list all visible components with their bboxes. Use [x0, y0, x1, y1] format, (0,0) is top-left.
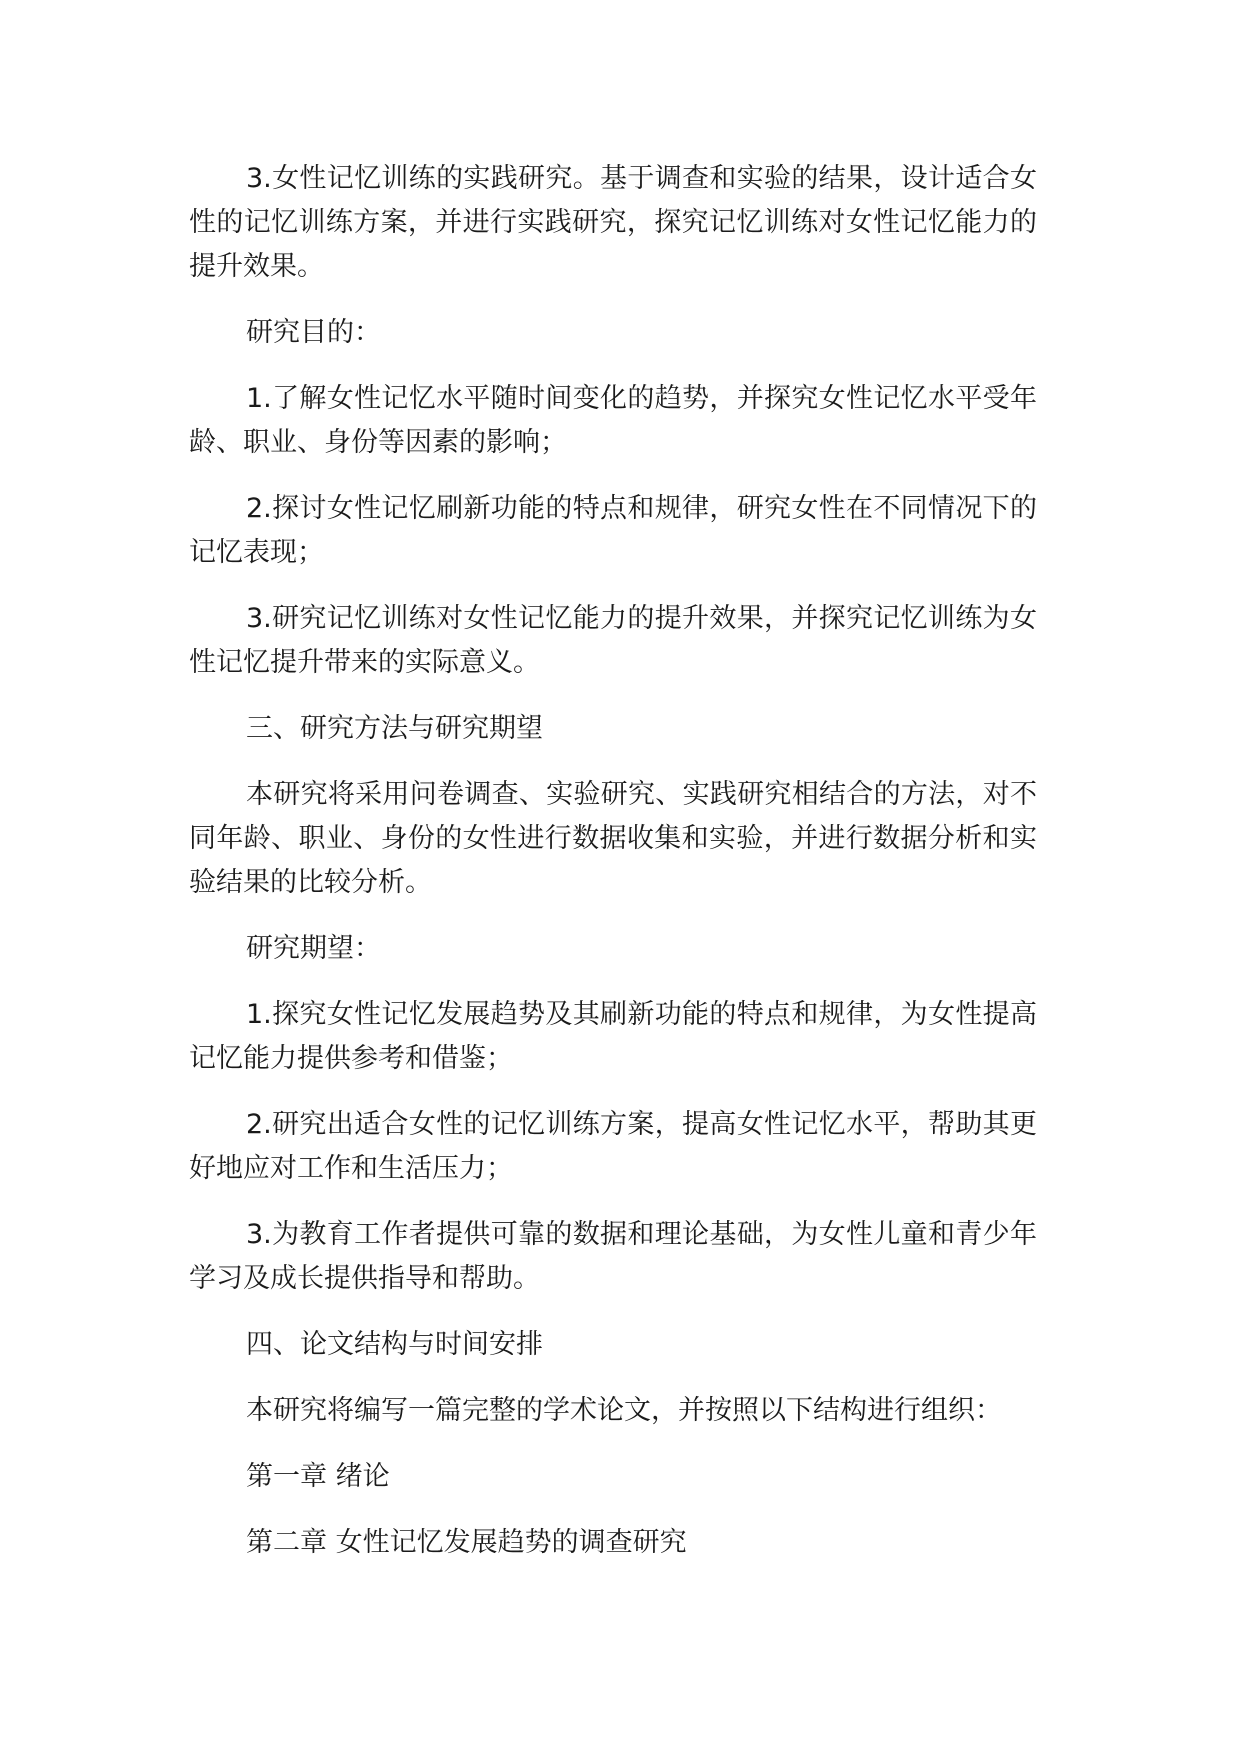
expectation-item-1: 1.探究女性记忆发展趋势及其刷新功能的特点和规律，为女性提高记忆能力提供参考和借鉴；: [189, 999, 1037, 1074]
heading-research-expectations: 研究期望：: [246, 933, 381, 964]
paragraph-methods: 本研究将采用问卷调查、实验研究、实践研究相结合的方法，对不同年龄、职业、身份的女性进行数据收集和实验，并进行数据分析和实验结果的比较分析。: [189, 779, 1037, 898]
paragraph-structure-intro: 本研究将编写一篇完整的学术论文，并按照以下结构进行组织：: [246, 1395, 1002, 1426]
heading-research-purpose: 研究目的：: [246, 317, 381, 348]
document-body: [189, 157, 1037, 1587]
chapter-2-title: 第二章 女性记忆发展趋势的调查研究: [246, 1527, 687, 1558]
section-heading-methods: 三、研究方法与研究期望: [246, 713, 543, 744]
paragraph-practice-research: 3.女性记忆训练的实践研究。基于调查和实验的结果，设计适合女性的记忆训练方案，并进行实践研究，探究记忆训练对女性记忆能力的提升效果。: [189, 163, 1037, 282]
purpose-item-1: 1.了解女性记忆水平随时间变化的趋势，并探究女性记忆水平受年龄、职业、身份等因素的影响；: [189, 383, 1037, 458]
purpose-item-3: 3.研究记忆训练对女性记忆能力的提升效果，并探究记忆训练为女性记忆提升带来的实际意义。: [189, 603, 1037, 678]
expectation-item-2: 2.研究出适合女性的记忆训练方案，提高女性记忆水平，帮助其更好地应对工作和生活压力；: [189, 1109, 1037, 1184]
purpose-item-2: 2.探讨女性记忆刷新功能的特点和规律，研究女性在不同情况下的记忆表现；: [189, 493, 1037, 568]
chapter-1-title: 第一章 绪论: [246, 1461, 390, 1492]
section-heading-structure: 四、论文结构与时间安排: [246, 1329, 543, 1360]
expectation-item-3: 3.为教育工作者提供可靠的数据和理论基础，为女性儿童和青少年学习及成长提供指导和帮助。: [189, 1219, 1037, 1294]
